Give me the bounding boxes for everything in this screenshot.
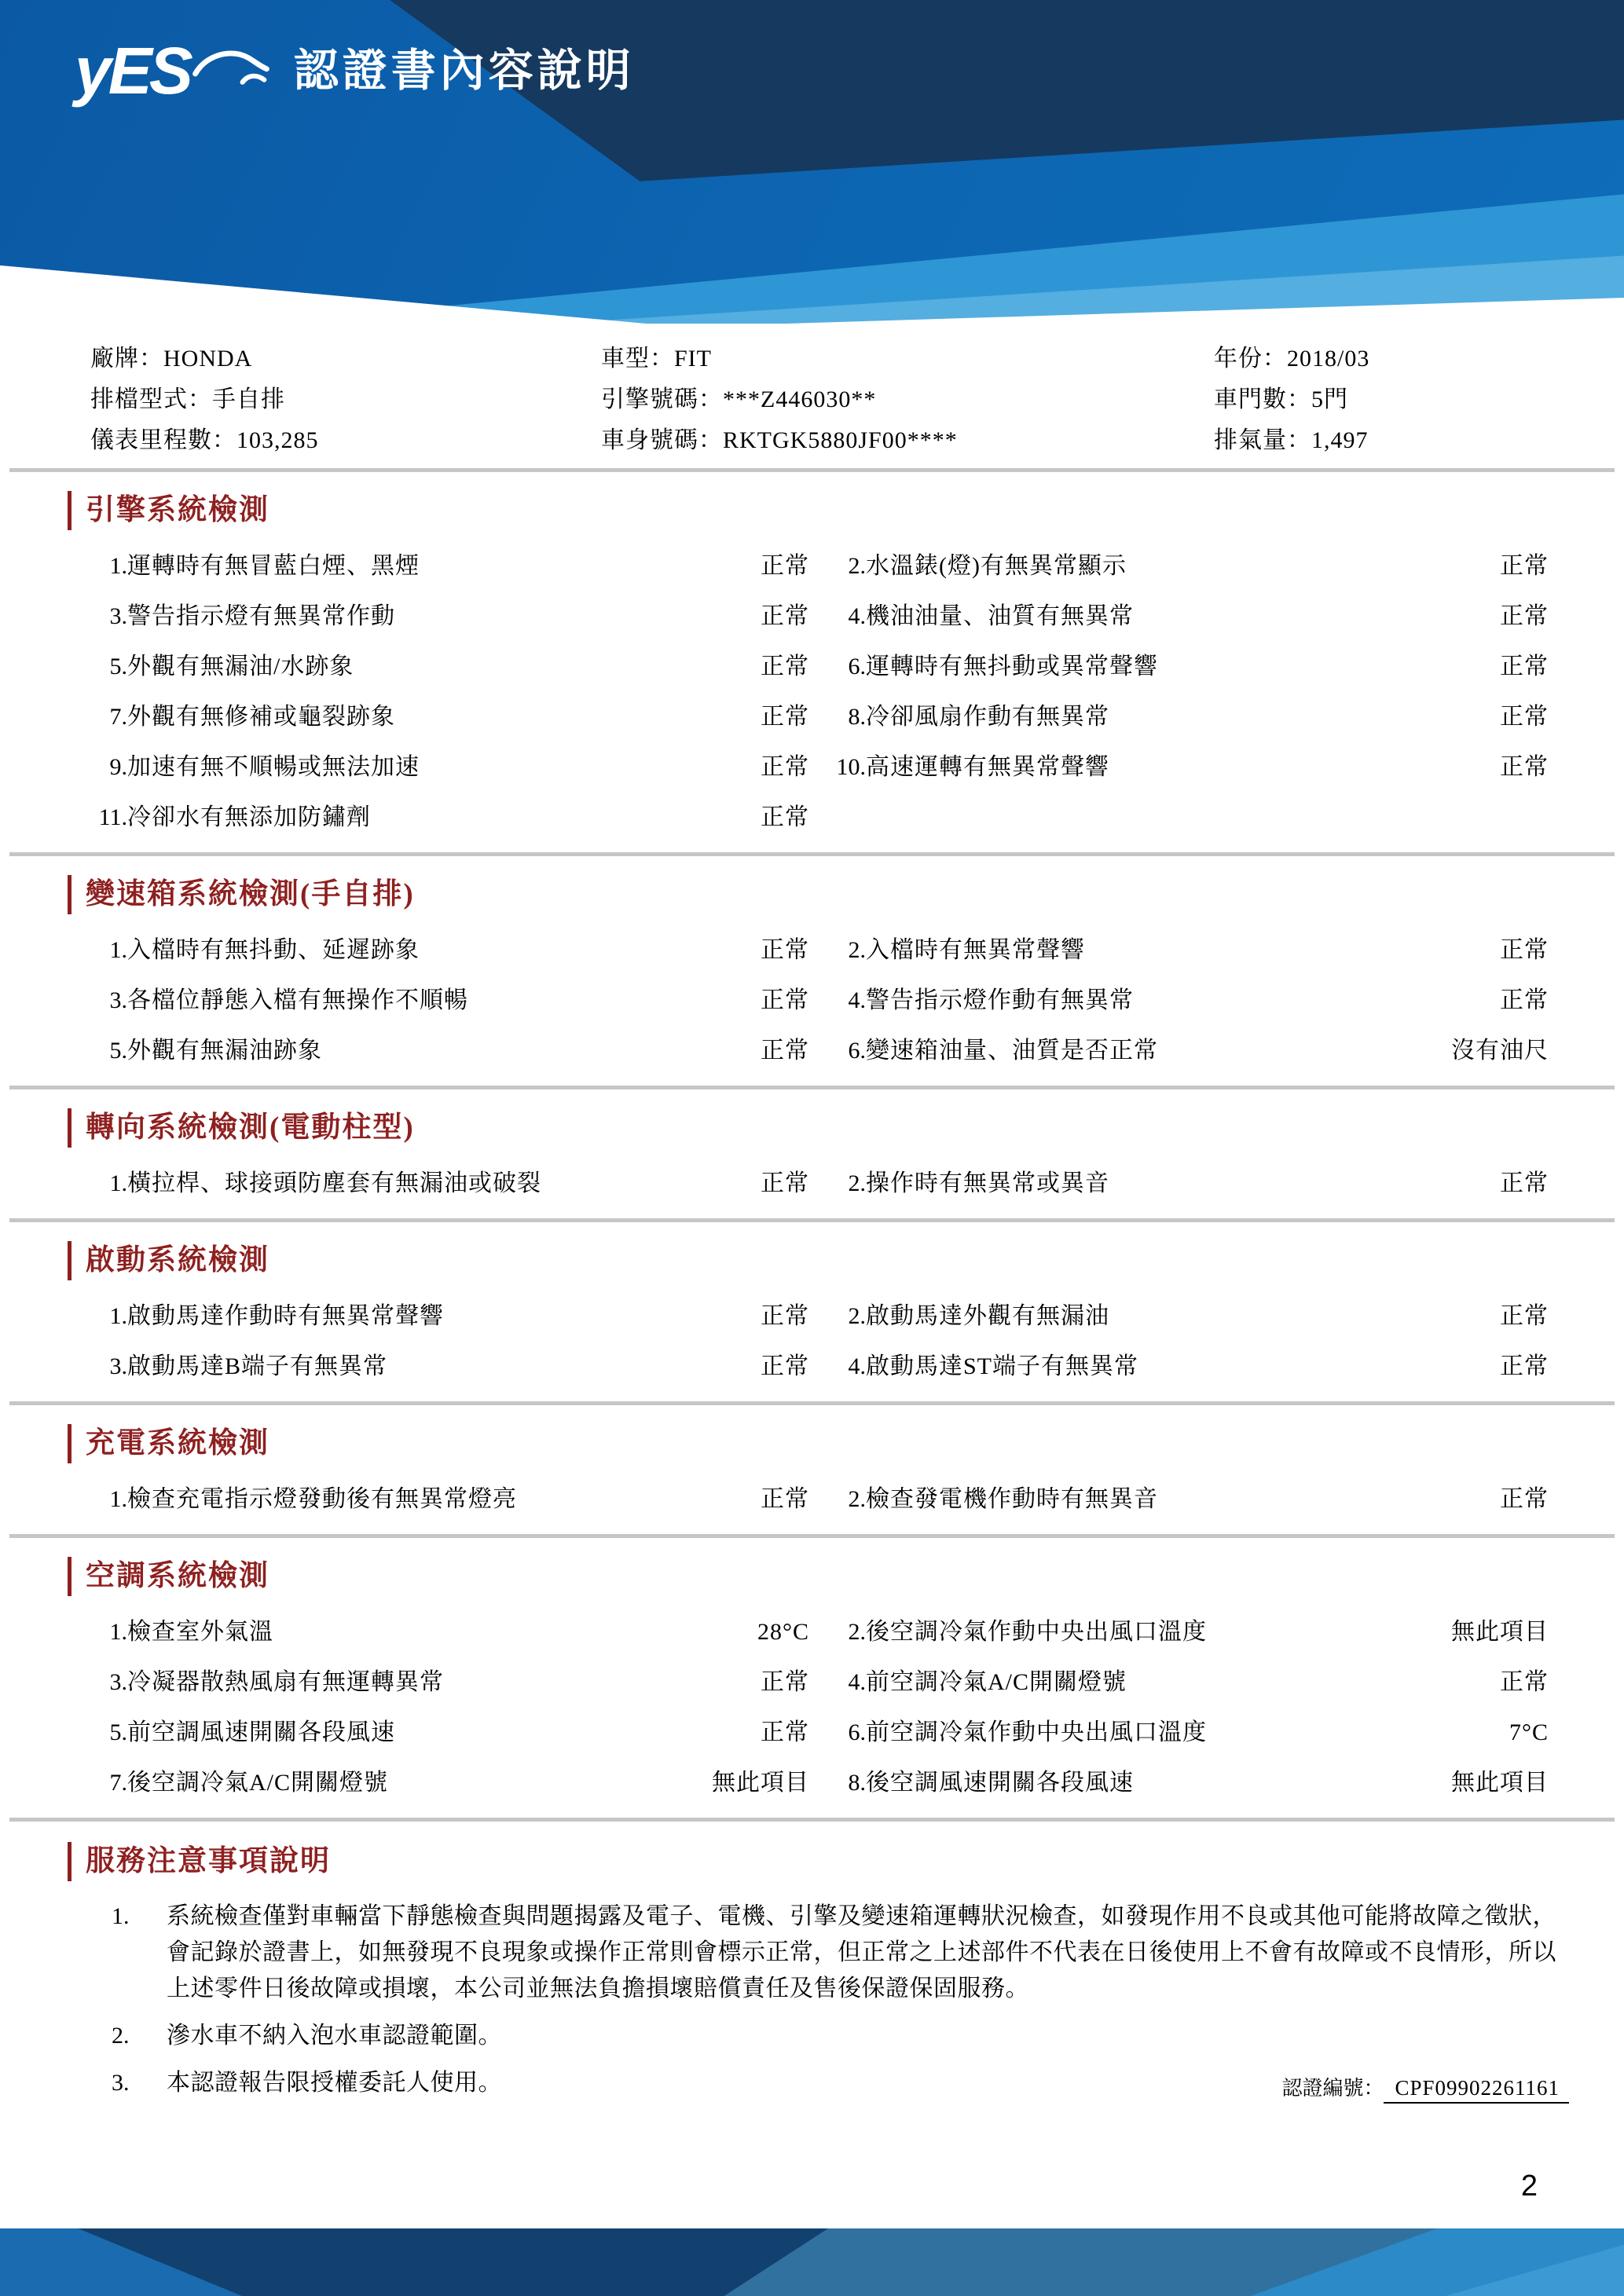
section-title: 空調系統檢測 — [68, 1557, 1624, 1596]
item-label: 前空調風速開關各段風速 — [127, 1719, 395, 1745]
item-label: 後空調冷氣A/C開關燈號 — [127, 1770, 389, 1796]
divider — [9, 1401, 1615, 1405]
footer-banner — [0, 2228, 1624, 2296]
item-label: 啟動馬達作動時有無異常聲響 — [127, 1303, 444, 1329]
item-label: 啟動馬達B端子有無異常 — [127, 1353, 388, 1379]
item-number: 6. — [848, 654, 866, 679]
inspection-row — [79, 1484, 1549, 1515]
inspection-row — [79, 752, 1549, 783]
inspection-row — [79, 1351, 1549, 1382]
inspection-item — [817, 1667, 1549, 1698]
brand-area — [75, 34, 635, 108]
item-label: 前空調冷氣A/C開關燈號 — [866, 1669, 1127, 1695]
section-rows — [79, 1484, 1549, 1515]
info-label: 引擎號碼： — [601, 386, 723, 412]
empty-cell — [817, 802, 1549, 833]
section-title: 充電系統檢測 — [68, 1424, 1624, 1463]
header-banner — [0, 0, 1624, 324]
item-number: 2. — [848, 937, 866, 963]
inspection-row — [79, 1617, 1549, 1648]
note-item — [68, 1899, 1569, 2007]
inspection-item — [79, 701, 809, 733]
divider — [9, 468, 1615, 472]
inspection-item — [817, 1301, 1549, 1332]
vehicle-info — [0, 324, 1624, 454]
item-value: 正常 — [761, 754, 809, 780]
item-number: 7. — [109, 1770, 127, 1796]
page-title: 認證書內容說明 — [293, 45, 635, 96]
item-number: 4. — [848, 1353, 866, 1379]
info-value: 1,497 — [1311, 427, 1369, 453]
item-label: 變速箱油量、油質是否正常 — [866, 1038, 1158, 1064]
note-number: 3. — [112, 2070, 130, 2096]
inspection-item — [79, 1767, 809, 1799]
item-value: 無此項目 — [1451, 1770, 1549, 1796]
vehicle-info-row — [90, 427, 1577, 454]
item-number: 3. — [109, 603, 127, 629]
vehicle-info-item — [90, 386, 601, 413]
inspection-row — [79, 551, 1549, 582]
inspection-item — [817, 1351, 1549, 1382]
inspection-row — [79, 651, 1549, 683]
item-number: 6. — [848, 1038, 866, 1064]
item-label: 前空調冷氣作動中央出風口溫度 — [866, 1719, 1207, 1745]
inspection-row — [79, 1717, 1549, 1749]
inspection-row — [79, 1035, 1549, 1067]
item-label: 入檔時有無異常聲響 — [866, 937, 1085, 963]
notes-list — [68, 1899, 1569, 2101]
item-value: 7°C — [1509, 1719, 1549, 1745]
item-label: 警告指示燈有無異常作動 — [127, 603, 395, 629]
item-label: 運轉時有無冒藍白煙、黑煙 — [127, 553, 420, 579]
inspection-item — [817, 1767, 1549, 1799]
divider — [9, 1086, 1615, 1089]
inspection-section — [0, 1424, 1624, 1538]
info-value: FIT — [674, 346, 712, 372]
inspection-section — [0, 1108, 1624, 1222]
inspection-item — [79, 1301, 809, 1332]
item-label: 檢查室外氣溫 — [127, 1619, 273, 1645]
inspection-item — [79, 601, 809, 632]
item-value: 正常 — [1500, 1353, 1549, 1379]
note-text: 系統檢查僅對車輛當下靜態檢查與問題揭露及電子、電機、引擎及變速箱運轉狀況檢查，如發現作用不良或其他可能將故障之徵狀，會記錄於證書上，如無發現不良現象或操作正常則會標示正常，但正常之上述部件不代表在日後使用上不會有故障或不良情形，所以上述零件日後故障或損壞，本公司並無法負擔損壞賠償責任及售後保證保固服務。 — [167, 1903, 1556, 2001]
info-value: 103,285 — [236, 427, 319, 453]
inspection-row — [79, 1767, 1549, 1799]
section-rows — [79, 1168, 1549, 1199]
inspection-item — [79, 1168, 809, 1199]
item-value: 正常 — [761, 1038, 809, 1064]
vehicle-info-item — [1214, 427, 1577, 454]
item-number: 1. — [109, 937, 127, 963]
service-notes — [68, 1842, 1569, 2101]
inspection-item — [79, 1717, 809, 1749]
page-number: 2 — [1520, 2170, 1538, 2203]
inspection-item — [817, 1717, 1549, 1749]
vehicle-info-item — [601, 346, 1214, 372]
item-value: 無此項目 — [1451, 1619, 1549, 1645]
inspection-item — [817, 752, 1549, 783]
inspection-item — [79, 935, 809, 966]
note-text: 滲水車不納入泡水車認證範圍。 — [167, 2023, 502, 2049]
section-rows — [79, 1617, 1549, 1799]
note-number: 1. — [112, 1903, 130, 1929]
item-label: 冷卻水有無添加防鏽劑 — [127, 804, 371, 830]
info-label: 車型： — [601, 346, 674, 372]
item-number: 4. — [848, 603, 866, 629]
item-value: 正常 — [761, 1486, 809, 1512]
inspection-item — [817, 701, 1549, 733]
cert-label: 認證編號： — [1281, 2077, 1384, 2100]
item-label: 操作時有無異常或異音 — [866, 1170, 1109, 1196]
item-label: 啟動馬達ST端子有無異常 — [866, 1353, 1139, 1379]
item-value: 正常 — [1500, 937, 1549, 963]
note-text: 本認證報告限授權委託人使用。 — [167, 2070, 502, 2096]
item-value: 正常 — [761, 937, 809, 963]
inspection-row — [79, 601, 1549, 632]
item-label: 加速有無不順暢或無法加速 — [127, 754, 420, 780]
vehicle-info-item — [601, 386, 1214, 413]
item-value: 正常 — [761, 1353, 809, 1379]
info-value: HONDA — [163, 346, 253, 372]
inspection-item — [79, 752, 809, 783]
item-value: 正常 — [761, 704, 809, 730]
info-value: 5門 — [1311, 386, 1348, 412]
item-number: 3. — [109, 1669, 127, 1695]
inspection-row — [79, 985, 1549, 1016]
item-value: 正常 — [1500, 754, 1549, 780]
info-label: 車門數： — [1214, 386, 1311, 412]
item-value: 正常 — [1500, 654, 1549, 679]
inspection-row — [79, 1301, 1549, 1332]
inspection-section — [0, 1241, 1624, 1405]
inspection-item — [817, 1035, 1549, 1067]
item-number: 7. — [109, 704, 127, 730]
item-value: 沒有油尺 — [1451, 1038, 1549, 1064]
item-label: 檢查發電機作動時有無異音 — [866, 1486, 1158, 1512]
divider — [9, 1534, 1615, 1538]
item-number: 1. — [109, 1486, 127, 1512]
vehicle-info-item — [1214, 346, 1577, 372]
cert-number: CPF09902261161 — [1384, 2076, 1569, 2104]
item-number: 1. — [109, 1170, 127, 1196]
item-number: 6. — [848, 1719, 866, 1745]
item-label: 入檔時有無抖動、延遲跡象 — [127, 937, 420, 963]
item-number: 5. — [109, 1038, 127, 1064]
item-value: 正常 — [761, 1170, 809, 1196]
divider — [9, 1218, 1615, 1222]
section-title: 引擎系統檢測 — [68, 491, 1624, 530]
document-body — [0, 324, 1624, 2101]
vehicle-info-row — [90, 386, 1577, 413]
item-label: 警告指示燈作動有無異常 — [866, 987, 1134, 1013]
vehicle-info-item — [1214, 386, 1577, 413]
item-value: 正常 — [1500, 987, 1549, 1013]
item-label: 水溫錶(燈)有無異常顯示 — [866, 553, 1127, 579]
inspection-row — [79, 1168, 1549, 1199]
inspection-item — [79, 985, 809, 1016]
item-label: 冷卻風扇作動有無異常 — [866, 704, 1109, 730]
vehicle-info-item — [90, 427, 601, 454]
item-number: 3. — [109, 1353, 127, 1379]
item-number: 11. — [98, 804, 127, 830]
section-title: 轉向系統檢測(電動柱型) — [68, 1108, 1624, 1148]
item-label: 外觀有無漏油跡象 — [127, 1038, 322, 1064]
item-number: 5. — [109, 654, 127, 679]
item-label: 後空調風速開關各段風速 — [866, 1770, 1134, 1796]
item-number: 2. — [848, 1170, 866, 1196]
inspection-item — [817, 651, 1549, 683]
item-number: 3. — [109, 987, 127, 1013]
item-number: 8. — [848, 704, 866, 730]
item-value: 正常 — [761, 987, 809, 1013]
inspection-item — [817, 1168, 1549, 1199]
item-number: 1. — [109, 1303, 127, 1329]
item-number: 4. — [848, 987, 866, 1013]
item-value: 正常 — [1500, 704, 1549, 730]
item-label: 各檔位靜態入檔有無操作不順暢 — [127, 987, 468, 1013]
inspection-row — [79, 935, 1549, 966]
inspection-item — [817, 551, 1549, 582]
item-value: 正常 — [1500, 603, 1549, 629]
item-number: 9. — [109, 754, 127, 780]
car-outline-icon — [192, 44, 270, 93]
inspection-item — [79, 1484, 809, 1515]
info-label: 車身號碼： — [601, 427, 723, 453]
vehicle-info-item — [90, 346, 601, 372]
yes-logo: yES — [75, 34, 190, 108]
section-rows — [79, 551, 1549, 833]
inspection-item — [79, 651, 809, 683]
section-rows — [79, 1301, 1549, 1382]
item-number: 1. — [109, 1619, 127, 1645]
item-label: 後空調冷氣作動中央出風口溫度 — [866, 1619, 1207, 1645]
inspection-section — [0, 491, 1624, 856]
notes-title: 服務注意事項說明 — [68, 1842, 1569, 1881]
info-value: 2018/03 — [1287, 346, 1370, 372]
inspection-item — [817, 1484, 1549, 1515]
note-item — [68, 2018, 1569, 2054]
item-label: 橫拉桿、球接頭防塵套有無漏油或破裂 — [127, 1170, 541, 1196]
item-value: 正常 — [761, 603, 809, 629]
section-title: 啟動系統檢測 — [68, 1241, 1624, 1280]
inspection-row — [79, 701, 1549, 733]
item-number: 2. — [848, 1486, 866, 1512]
item-number: 10. — [836, 754, 866, 780]
item-value: 正常 — [1500, 1303, 1549, 1329]
inspection-section — [0, 875, 1624, 1089]
inspection-row — [79, 802, 1549, 833]
inspection-item — [79, 1617, 809, 1648]
item-value: 正常 — [1500, 1170, 1549, 1196]
inspection-row — [79, 1667, 1549, 1698]
section-rows — [79, 935, 1549, 1067]
inspection-item — [79, 1351, 809, 1382]
item-value: 28°C — [757, 1619, 809, 1645]
item-value: 無此項目 — [712, 1770, 809, 1796]
item-value: 正常 — [1500, 1669, 1549, 1695]
info-value: RKTGK5880JF00**** — [723, 427, 958, 453]
item-label: 冷凝器散熱風扇有無運轉異常 — [127, 1669, 444, 1695]
inspection-item — [817, 1617, 1549, 1648]
info-value: 手自排 — [212, 386, 285, 412]
info-value: ***Z446030** — [723, 386, 877, 412]
item-number: 2. — [848, 1619, 866, 1645]
inspection-item — [79, 1035, 809, 1067]
inspection-item — [79, 1667, 809, 1698]
item-label: 運轉時有無抖動或異常聲響 — [866, 654, 1158, 679]
item-value: 正常 — [761, 553, 809, 579]
item-number: 2. — [848, 553, 866, 579]
item-number: 4. — [848, 1669, 866, 1695]
info-label: 排氣量： — [1214, 427, 1311, 453]
item-value: 正常 — [761, 804, 809, 830]
item-label: 檢查充電指示燈發動後有無異常燈亮 — [127, 1486, 517, 1512]
sections — [0, 491, 1624, 1822]
item-value: 正常 — [1500, 553, 1549, 579]
item-value: 正常 — [1500, 1486, 1549, 1512]
info-label: 儀表里程數： — [90, 427, 236, 453]
item-label: 外觀有無漏油/水跡象 — [127, 654, 354, 679]
item-label: 啟動馬達外觀有無漏油 — [866, 1303, 1109, 1329]
item-value: 正常 — [761, 654, 809, 679]
item-value: 正常 — [761, 1669, 809, 1695]
vehicle-info-row — [90, 346, 1577, 372]
item-value: 正常 — [761, 1719, 809, 1745]
note-number: 2. — [112, 2023, 130, 2049]
info-label: 年份： — [1214, 346, 1287, 372]
item-number: 8. — [848, 1770, 866, 1796]
item-number: 5. — [109, 1719, 127, 1745]
inspection-item — [817, 935, 1549, 966]
divider — [9, 852, 1615, 856]
section-title: 變速箱系統檢測(手自排) — [68, 875, 1624, 914]
info-label: 排檔型式： — [90, 386, 212, 412]
item-label: 外觀有無修補或龜裂跡象 — [127, 704, 395, 730]
inspection-item — [817, 601, 1549, 632]
inspection-item — [79, 551, 809, 582]
item-number: 1. — [109, 553, 127, 579]
inspection-item — [817, 985, 1549, 1016]
divider — [9, 1818, 1615, 1822]
inspection-section — [0, 1557, 1624, 1822]
item-label: 高速運轉有無異常聲響 — [866, 754, 1109, 780]
item-label: 機油油量、油質有無異常 — [866, 603, 1134, 629]
item-value: 正常 — [761, 1303, 809, 1329]
inspection-item — [79, 802, 809, 833]
vehicle-info-item — [601, 427, 1214, 454]
cert-number-line — [1281, 2072, 1569, 2101]
item-number: 2. — [848, 1303, 866, 1329]
info-label: 廠牌： — [90, 346, 163, 372]
